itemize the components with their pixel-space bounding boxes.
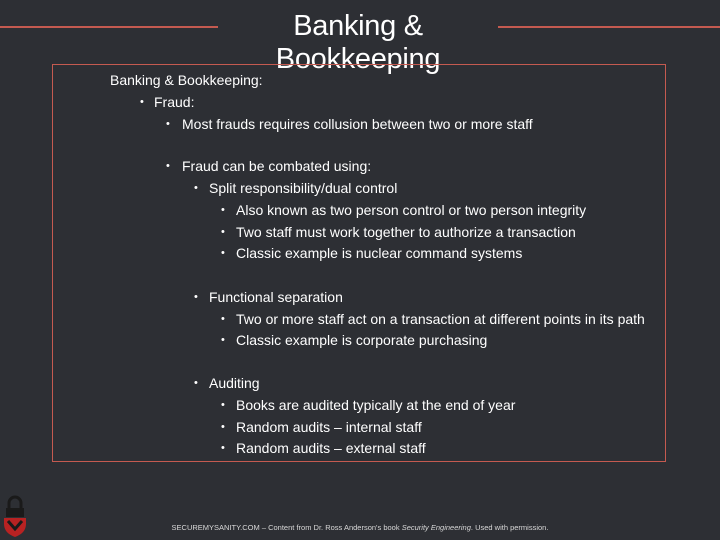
list-item: Classic example is nuclear command systems [236, 245, 523, 261]
list-item: Most frauds requires collusion between two or more staff [182, 116, 533, 132]
footer-book-title: Security Engineering [401, 523, 471, 532]
bullet-dot: • [221, 334, 225, 346]
slide-title: Banking & Bookkeeping [275, 10, 441, 75]
bullet-dot: • [221, 421, 225, 433]
list-item: Two staff must work together to authorize a transaction [236, 224, 576, 240]
bullet-dot: • [221, 247, 225, 259]
bullet-dot: • [221, 399, 225, 411]
footer-suffix: . Used with permission. [470, 523, 549, 532]
title-bar [0, 0, 720, 75]
list-item: Auditing [209, 375, 260, 391]
title-rule-right [498, 26, 720, 28]
bullet-dot: • [166, 160, 170, 172]
list-item: Also known as two person control or two person integrity [236, 202, 587, 218]
list-item: Banking & Bookkeeping: [110, 72, 263, 88]
list-item: Books are audited typically at the end of year [236, 397, 516, 413]
list-item: Fraud: [154, 94, 195, 110]
bullet-dot: • [194, 377, 198, 389]
bullet-dot: • [140, 96, 144, 108]
list-item: Split responsibility/dual control [209, 180, 398, 196]
list-item: Random audits – internal staff [236, 419, 422, 435]
list-item: Two or more staff act on a transaction at different points in its path [236, 311, 645, 327]
footer-prefix: SECUREMYSANITY.COM – Content from Dr. Ross Anderson's book [171, 523, 402, 532]
list-item: Random audits – external staff [236, 440, 426, 456]
bullet-dot: • [221, 442, 225, 454]
footer-credit [0, 523, 720, 532]
list-item: Classic example is corporate purchasing [236, 332, 488, 348]
bullet-dot: • [166, 118, 170, 130]
bullet-dot: • [221, 226, 225, 238]
bullet-dot: • [221, 313, 225, 325]
bullet-dot: • [194, 291, 198, 303]
list-item: Fraud can be combated using: [182, 158, 372, 174]
bullet-dot: • [221, 204, 225, 216]
list-item: Functional separation [209, 289, 343, 305]
bullet-dot: • [194, 182, 198, 194]
title-rule-left [0, 26, 218, 28]
